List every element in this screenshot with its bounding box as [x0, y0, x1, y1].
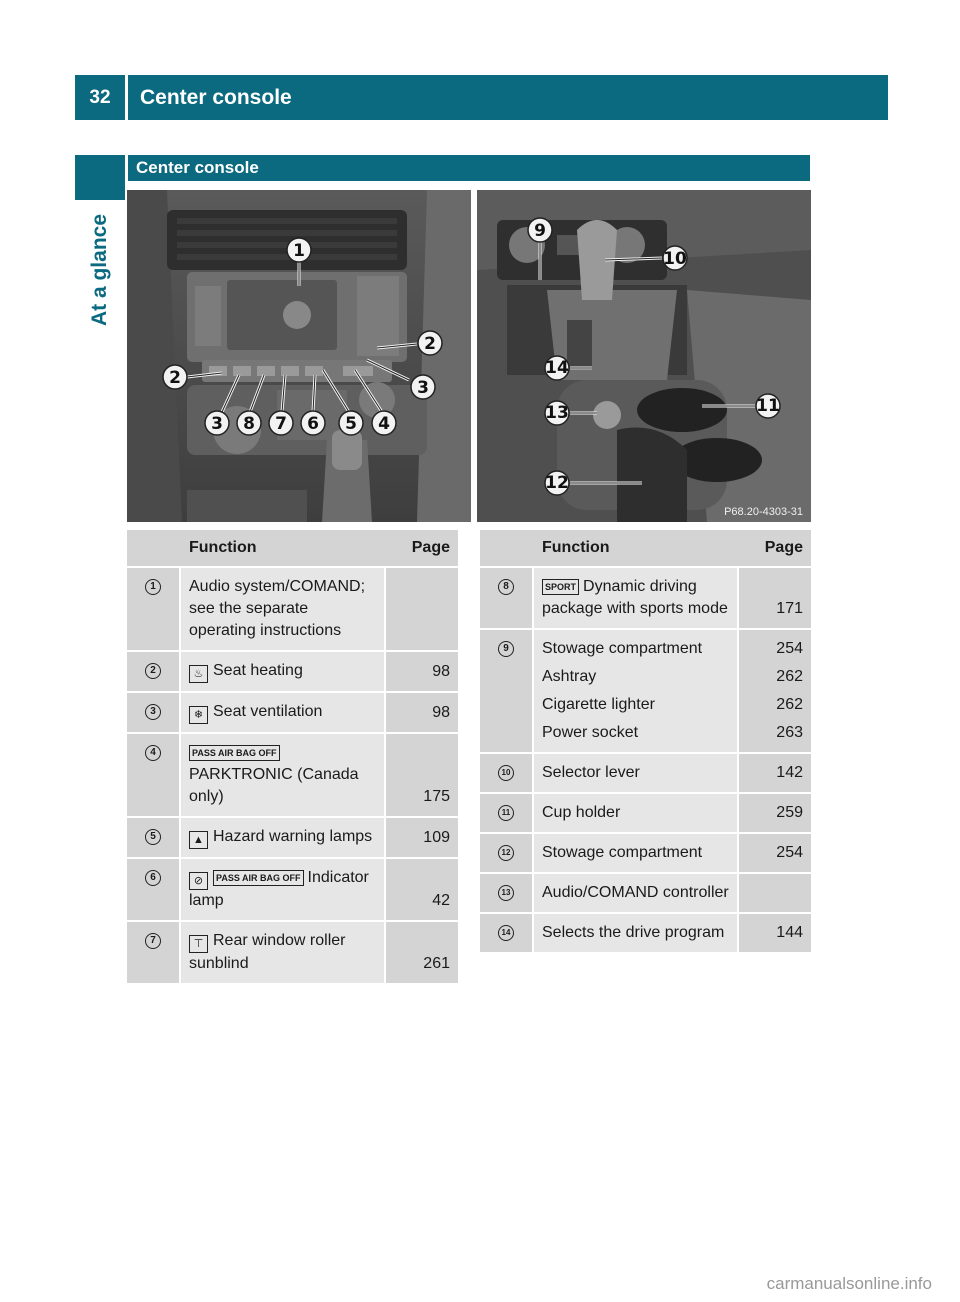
page-ref: 98	[384, 693, 458, 734]
photo-right-callout-12	[545, 471, 569, 495]
seat-heating-icon: ♨	[189, 665, 208, 683]
page-ref: 142	[737, 754, 811, 794]
page-ref: 109	[384, 818, 458, 859]
airbag-off-icon: ⊘	[189, 872, 208, 890]
svg-text:10: 10	[663, 249, 687, 269]
callout-badge: 10	[498, 765, 514, 781]
photo-right-callout-9	[528, 218, 552, 242]
function-text: PARKTRONIC (Canada only)	[189, 766, 359, 805]
photo-left-callout-6	[301, 411, 325, 435]
function-text: Audio/COMAND controller	[534, 874, 737, 914]
svg-text:3: 3	[417, 378, 429, 398]
function-text: Rear window roller sunblind	[189, 932, 346, 972]
table-header-row	[127, 530, 458, 568]
function-text: Hazard warning lamps	[213, 828, 373, 845]
table-row	[480, 630, 811, 663]
page-ref: 254	[737, 834, 811, 874]
photo-left-callout-7	[269, 411, 293, 435]
table-row	[480, 874, 811, 914]
function-text: Power socket	[534, 719, 737, 754]
function-text: Seat ventilation	[213, 703, 323, 720]
function-text: Seat heating	[213, 662, 303, 679]
photo-left-callout-3b	[205, 411, 229, 435]
function-text: Selects the drive program	[534, 914, 737, 954]
header-function: Function	[181, 530, 384, 568]
watermark[interactable]: carmanualsonline.info	[766, 1274, 932, 1293]
table-row	[480, 568, 811, 630]
page-ref: 144	[737, 914, 811, 954]
parktronic-icon: PASS AIR BAG OFF	[189, 745, 280, 761]
page-ref: 262	[737, 691, 811, 719]
photo-left-callout-1	[287, 238, 311, 262]
sunblind-icon: ⊤	[189, 935, 208, 953]
svg-text:2: 2	[424, 334, 436, 354]
page-ref: 42	[384, 859, 458, 922]
function-text: Cup holder	[534, 794, 737, 834]
callout-badge: 11	[498, 805, 514, 821]
callout-badge: 5	[145, 829, 161, 845]
page-number: 32	[75, 75, 125, 120]
callout-badge: 13	[498, 885, 514, 901]
callout-badge: 8	[498, 579, 514, 595]
table-row	[480, 754, 811, 794]
section-title: Center console	[128, 155, 810, 181]
page-title: Center console	[128, 75, 888, 120]
page-ref: 263	[737, 719, 811, 754]
header-num	[480, 530, 534, 568]
page-ref: 98	[384, 652, 458, 693]
svg-text:12: 12	[545, 473, 569, 493]
photo-left-callout-5	[339, 411, 363, 435]
sidebar-tab-label: At a glance	[88, 213, 112, 327]
callout-badge: 1	[145, 579, 161, 595]
page-ref: 254	[737, 630, 811, 663]
page-ref	[737, 874, 811, 914]
function-text: Indicator lamp	[189, 869, 369, 909]
svg-text:14: 14	[545, 358, 569, 378]
function-text: Dynamic driving package with sports mode	[542, 578, 728, 617]
page-ref: 261	[384, 922, 458, 985]
page-ref	[384, 568, 458, 652]
photo-left-callout-2a	[163, 365, 187, 389]
photo-left-callout-2b	[418, 331, 442, 355]
callout-badge: 3	[145, 704, 161, 720]
photo-left-callout-4	[372, 411, 396, 435]
table-row	[480, 914, 811, 954]
photo-left-callout-8	[237, 411, 261, 435]
function-text: Ashtray	[534, 663, 737, 691]
page-ref: 171	[737, 568, 811, 630]
photo-right-callout-10	[663, 246, 687, 270]
table-row	[127, 693, 458, 734]
svg-text:6: 6	[307, 414, 319, 434]
callout-badge: 4	[145, 745, 161, 761]
table-row	[127, 734, 458, 818]
table-row	[480, 794, 811, 834]
svg-text:7: 7	[275, 414, 287, 434]
svg-text:2: 2	[169, 368, 181, 388]
header-num	[127, 530, 181, 568]
page-ref: 175	[384, 734, 458, 818]
photo-code: P68.20-4303-31	[724, 506, 803, 518]
callout-badge: 9	[498, 641, 514, 657]
sidebar-block	[75, 155, 125, 200]
callout-badge: 12	[498, 845, 514, 861]
table-row	[127, 568, 458, 652]
photo-right-callout-13	[545, 401, 569, 425]
table-row	[127, 652, 458, 693]
function-table-right	[480, 530, 811, 954]
center-console-gear-photo	[477, 190, 811, 522]
table-row	[480, 834, 811, 874]
pass-airbag-off-icon: PASS AIR BAG OFF	[213, 870, 304, 886]
page-ref: 259	[737, 794, 811, 834]
svg-text:11: 11	[756, 396, 780, 416]
svg-text:1: 1	[293, 241, 305, 261]
page-ref: 262	[737, 663, 811, 691]
callout-badge: 6	[145, 870, 161, 886]
svg-text:4: 4	[378, 414, 390, 434]
hazard-icon: ▲	[189, 831, 208, 849]
function-text: Cigarette lighter	[534, 691, 737, 719]
callout-badge: 7	[145, 933, 161, 949]
svg-text:8: 8	[243, 414, 255, 434]
svg-text:5: 5	[345, 414, 357, 434]
sport-icon: SPORT	[542, 579, 579, 595]
callout-badge: 2	[145, 663, 161, 679]
svg-text:3: 3	[211, 414, 223, 434]
center-console-dashboard-photo	[127, 190, 471, 522]
function-table-left	[127, 530, 458, 985]
svg-text:9: 9	[534, 221, 546, 241]
function-text: Stowage compartment	[534, 834, 737, 874]
function-text: Stowage compartment	[534, 630, 737, 663]
table-row	[127, 922, 458, 985]
callout-badge: 14	[498, 925, 514, 941]
seat-ventilation-icon: ❄	[189, 706, 208, 724]
table-row	[127, 818, 458, 859]
function-text: Selector lever	[534, 754, 737, 794]
function-text: Audio system/COMAND; see the separate operating instructions	[181, 568, 384, 652]
table-row	[127, 859, 458, 922]
header-page: Page	[737, 530, 811, 568]
photo-right-callout-11	[756, 394, 780, 418]
photo-right-callout-14	[545, 356, 569, 380]
header-page: Page	[384, 530, 458, 568]
table-header-row	[480, 530, 811, 568]
sidebar-tab	[75, 200, 125, 340]
svg-text:13: 13	[545, 403, 569, 423]
header-function: Function	[534, 530, 737, 568]
photo-left-callout-3a	[411, 375, 435, 399]
